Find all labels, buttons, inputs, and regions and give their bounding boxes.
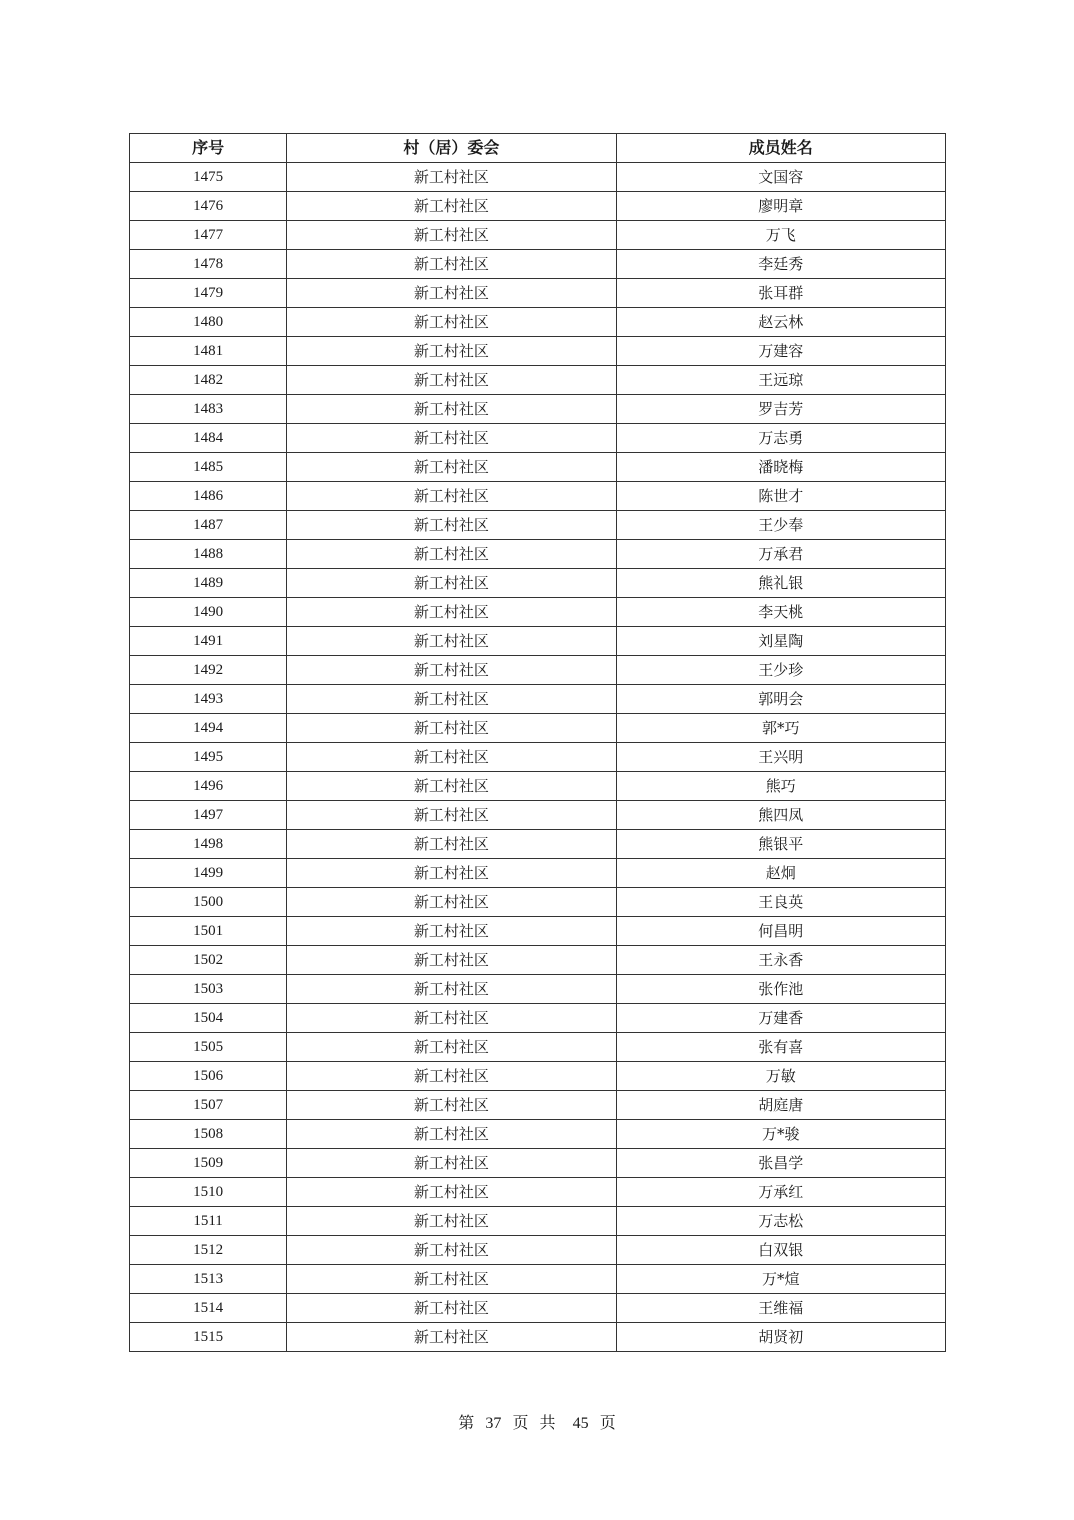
cell-member-name: 李天桃 xyxy=(616,598,945,627)
table-row xyxy=(130,482,946,511)
table-row xyxy=(130,337,946,366)
cell-committee: 新工村社区 xyxy=(287,743,616,772)
cell-seq: 1479 xyxy=(130,279,287,308)
cell-seq: 1494 xyxy=(130,714,287,743)
cell-member-name: 胡庭唐 xyxy=(616,1091,945,1120)
cell-committee: 新工村社区 xyxy=(287,714,616,743)
cell-member-name: 万*骏 xyxy=(616,1120,945,1149)
cell-member-name: 胡贤初 xyxy=(616,1323,945,1352)
cell-committee: 新工村社区 xyxy=(287,453,616,482)
cell-committee: 新工村社区 xyxy=(287,163,616,192)
cell-member-name: 王维福 xyxy=(616,1294,945,1323)
cell-member-name: 刘星陶 xyxy=(616,627,945,656)
cell-member-name: 万承红 xyxy=(616,1178,945,1207)
cell-member-name: 张作池 xyxy=(616,975,945,1004)
cell-member-name: 郭*巧 xyxy=(616,714,945,743)
cell-member-name: 王少奉 xyxy=(616,511,945,540)
table-row xyxy=(130,395,946,424)
cell-seq: 1505 xyxy=(130,1033,287,1062)
cell-member-name: 万志松 xyxy=(616,1207,945,1236)
cell-seq: 1512 xyxy=(130,1236,287,1265)
footer-current-page: 37 xyxy=(485,1415,502,1432)
cell-committee: 新工村社区 xyxy=(287,801,616,830)
table-row xyxy=(130,569,946,598)
cell-member-name: 张昌学 xyxy=(616,1149,945,1178)
cell-committee: 新工村社区 xyxy=(287,1091,616,1120)
cell-committee: 新工村社区 xyxy=(287,192,616,221)
cell-seq: 1480 xyxy=(130,308,287,337)
cell-seq: 1490 xyxy=(130,598,287,627)
cell-committee: 新工村社区 xyxy=(287,308,616,337)
cell-member-name: 潘晓梅 xyxy=(616,453,945,482)
cell-seq: 1499 xyxy=(130,859,287,888)
cell-committee: 新工村社区 xyxy=(287,1265,616,1294)
table-row xyxy=(130,917,946,946)
cell-member-name: 万志勇 xyxy=(616,424,945,453)
cell-seq: 1496 xyxy=(130,772,287,801)
cell-member-name: 万*煊 xyxy=(616,1265,945,1294)
table-row xyxy=(130,511,946,540)
table-row xyxy=(130,1323,946,1352)
cell-member-name: 熊银平 xyxy=(616,830,945,859)
header-committee: 村（居）委会 xyxy=(287,134,616,163)
cell-member-name: 张耳群 xyxy=(616,279,945,308)
table-row xyxy=(130,627,946,656)
cell-seq: 1492 xyxy=(130,656,287,685)
table-row xyxy=(130,888,946,917)
cell-committee: 新工村社区 xyxy=(287,772,616,801)
table-row xyxy=(130,279,946,308)
cell-member-name: 万建香 xyxy=(616,1004,945,1033)
cell-member-name: 陈世才 xyxy=(616,482,945,511)
cell-seq: 1501 xyxy=(130,917,287,946)
cell-committee: 新工村社区 xyxy=(287,656,616,685)
cell-member-name: 白双银 xyxy=(616,1236,945,1265)
cell-seq: 1498 xyxy=(130,830,287,859)
cell-member-name: 郭明会 xyxy=(616,685,945,714)
cell-member-name: 赵炯 xyxy=(616,859,945,888)
cell-seq: 1493 xyxy=(130,685,287,714)
cell-member-name: 赵云林 xyxy=(616,308,945,337)
cell-member-name: 文国容 xyxy=(616,163,945,192)
cell-seq: 1508 xyxy=(130,1120,287,1149)
cell-seq: 1487 xyxy=(130,511,287,540)
cell-seq: 1488 xyxy=(130,540,287,569)
cell-committee: 新工村社区 xyxy=(287,1149,616,1178)
table-header-row xyxy=(130,134,946,163)
cell-member-name: 万敏 xyxy=(616,1062,945,1091)
cell-committee: 新工村社区 xyxy=(287,250,616,279)
footer-suffix: 页 xyxy=(599,1413,616,1432)
cell-seq: 1482 xyxy=(130,366,287,395)
cell-committee: 新工村社区 xyxy=(287,337,616,366)
cell-committee: 新工村社区 xyxy=(287,1323,616,1352)
cell-committee: 新工村社区 xyxy=(287,540,616,569)
cell-member-name: 王少珍 xyxy=(616,656,945,685)
footer-total-pages: 45 xyxy=(572,1415,589,1432)
cell-committee: 新工村社区 xyxy=(287,511,616,540)
cell-member-name: 熊巧 xyxy=(616,772,945,801)
table-row xyxy=(130,453,946,482)
cell-seq: 1500 xyxy=(130,888,287,917)
table-row xyxy=(130,1004,946,1033)
cell-member-name: 王良英 xyxy=(616,888,945,917)
table-row xyxy=(130,366,946,395)
cell-seq: 1476 xyxy=(130,192,287,221)
cell-committee: 新工村社区 xyxy=(287,975,616,1004)
cell-seq: 1513 xyxy=(130,1265,287,1294)
cell-member-name: 熊礼银 xyxy=(616,569,945,598)
cell-seq: 1510 xyxy=(130,1178,287,1207)
header-seq: 序号 xyxy=(130,134,287,163)
cell-committee: 新工村社区 xyxy=(287,685,616,714)
cell-committee: 新工村社区 xyxy=(287,946,616,975)
page-footer xyxy=(0,1410,1074,1433)
table-row xyxy=(130,801,946,830)
table-row xyxy=(130,1149,946,1178)
table-row xyxy=(130,975,946,1004)
cell-member-name: 王永香 xyxy=(616,946,945,975)
cell-member-name: 王兴明 xyxy=(616,743,945,772)
cell-committee: 新工村社区 xyxy=(287,279,616,308)
cell-member-name: 王远琼 xyxy=(616,366,945,395)
table-row xyxy=(130,221,946,250)
table-row xyxy=(130,1207,946,1236)
cell-seq: 1497 xyxy=(130,801,287,830)
cell-committee: 新工村社区 xyxy=(287,627,616,656)
cell-seq: 1481 xyxy=(130,337,287,366)
cell-member-name: 万建容 xyxy=(616,337,945,366)
cell-member-name: 万飞 xyxy=(616,221,945,250)
cell-committee: 新工村社区 xyxy=(287,859,616,888)
cell-seq: 1503 xyxy=(130,975,287,1004)
cell-committee: 新工村社区 xyxy=(287,482,616,511)
table-row xyxy=(130,656,946,685)
table-row xyxy=(130,859,946,888)
table-row xyxy=(130,1294,946,1323)
cell-seq: 1506 xyxy=(130,1062,287,1091)
cell-seq: 1484 xyxy=(130,424,287,453)
table-row xyxy=(130,772,946,801)
cell-seq: 1502 xyxy=(130,946,287,975)
cell-seq: 1514 xyxy=(130,1294,287,1323)
footer-prefix: 第 xyxy=(458,1413,475,1432)
table-row xyxy=(130,163,946,192)
cell-committee: 新工村社区 xyxy=(287,1294,616,1323)
table-body xyxy=(130,163,946,1352)
cell-member-name: 张有喜 xyxy=(616,1033,945,1062)
table-row xyxy=(130,308,946,337)
header-member-name: 成员姓名 xyxy=(616,134,945,163)
cell-committee: 新工村社区 xyxy=(287,424,616,453)
cell-seq: 1495 xyxy=(130,743,287,772)
table-row xyxy=(130,424,946,453)
table-row xyxy=(130,1265,946,1294)
cell-seq: 1509 xyxy=(130,1149,287,1178)
table-row xyxy=(130,685,946,714)
table-row xyxy=(130,1120,946,1149)
cell-committee: 新工村社区 xyxy=(287,1033,616,1062)
table-row xyxy=(130,1236,946,1265)
cell-committee: 新工村社区 xyxy=(287,569,616,598)
members-table xyxy=(129,133,946,1352)
table-row xyxy=(130,540,946,569)
cell-committee: 新工村社区 xyxy=(287,1120,616,1149)
cell-seq: 1507 xyxy=(130,1091,287,1120)
cell-committee: 新工村社区 xyxy=(287,1178,616,1207)
table-row xyxy=(130,743,946,772)
cell-member-name: 李廷秀 xyxy=(616,250,945,279)
table-row xyxy=(130,192,946,221)
cell-seq: 1478 xyxy=(130,250,287,279)
table-row xyxy=(130,598,946,627)
table-row xyxy=(130,250,946,279)
cell-committee: 新工村社区 xyxy=(287,830,616,859)
cell-seq: 1475 xyxy=(130,163,287,192)
cell-member-name: 廖明章 xyxy=(616,192,945,221)
table-row xyxy=(130,1033,946,1062)
cell-committee: 新工村社区 xyxy=(287,1004,616,1033)
cell-committee: 新工村社区 xyxy=(287,1207,616,1236)
cell-seq: 1511 xyxy=(130,1207,287,1236)
table-row xyxy=(130,1091,946,1120)
cell-committee: 新工村社区 xyxy=(287,366,616,395)
cell-seq: 1504 xyxy=(130,1004,287,1033)
footer-total-word: 共 xyxy=(539,1413,556,1432)
cell-committee: 新工村社区 xyxy=(287,1236,616,1265)
cell-committee: 新工村社区 xyxy=(287,1062,616,1091)
table-row xyxy=(130,1062,946,1091)
cell-seq: 1486 xyxy=(130,482,287,511)
table-row xyxy=(130,1178,946,1207)
cell-seq: 1483 xyxy=(130,395,287,424)
cell-seq: 1515 xyxy=(130,1323,287,1352)
cell-member-name: 熊四凤 xyxy=(616,801,945,830)
cell-member-name: 何昌明 xyxy=(616,917,945,946)
cell-committee: 新工村社区 xyxy=(287,395,616,424)
table-row xyxy=(130,830,946,859)
cell-committee: 新工村社区 xyxy=(287,917,616,946)
cell-member-name: 罗吉芳 xyxy=(616,395,945,424)
cell-member-name: 万承君 xyxy=(616,540,945,569)
cell-seq: 1485 xyxy=(130,453,287,482)
cell-seq: 1477 xyxy=(130,221,287,250)
footer-page-word: 页 xyxy=(512,1413,529,1432)
table-row xyxy=(130,714,946,743)
table-row xyxy=(130,946,946,975)
cell-committee: 新工村社区 xyxy=(287,888,616,917)
cell-seq: 1491 xyxy=(130,627,287,656)
cell-committee: 新工村社区 xyxy=(287,221,616,250)
cell-seq: 1489 xyxy=(130,569,287,598)
cell-committee: 新工村社区 xyxy=(287,598,616,627)
